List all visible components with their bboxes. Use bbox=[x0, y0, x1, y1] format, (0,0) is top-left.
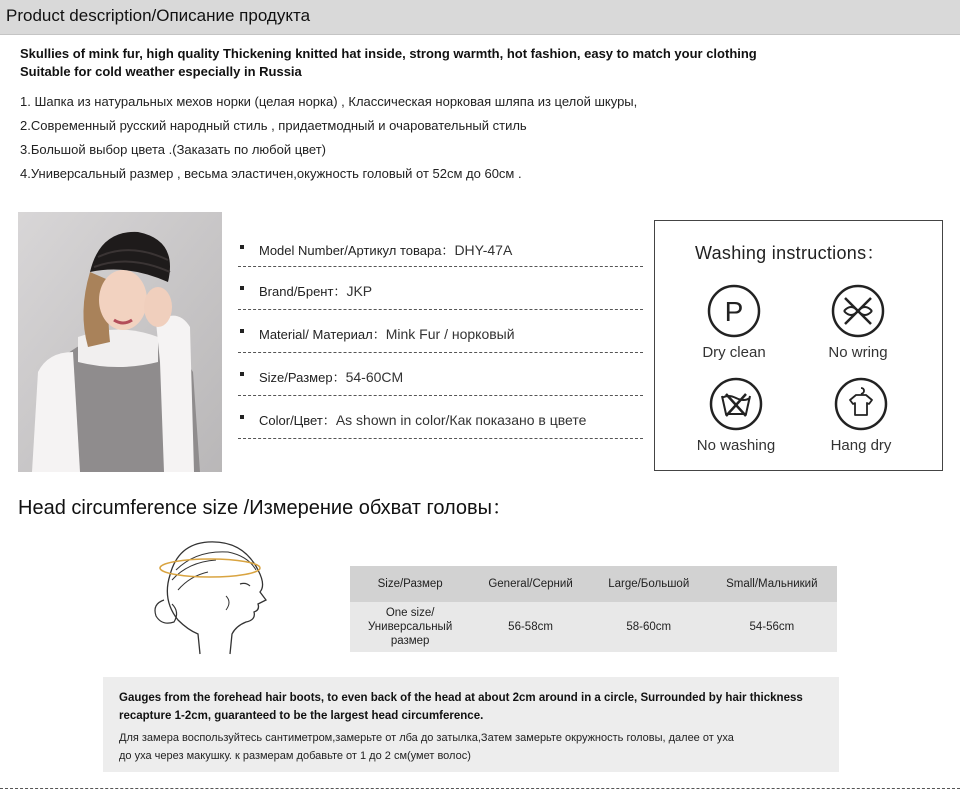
spec-row-material bbox=[238, 310, 643, 353]
size-cell-line: Универсальный bbox=[368, 621, 453, 633]
spec-label-text: Material/ Материал： bbox=[259, 327, 386, 342]
feature-item: 1. Шапка из натуральных мехов норки (целая норка) , Классическая норковая шляпа из целой шкуры, bbox=[20, 94, 638, 109]
size-table-header: Size/Размер bbox=[350, 566, 470, 602]
feature-list bbox=[20, 90, 920, 186]
spec-value: JKP bbox=[346, 283, 373, 299]
wash-caption: Dry clean bbox=[702, 344, 766, 361]
size-cell-line: размер bbox=[390, 635, 430, 647]
model-photo-illustration bbox=[18, 212, 222, 472]
size-cell-line: One size/ bbox=[385, 607, 435, 619]
svg-text:P: P bbox=[724, 296, 744, 327]
table-row bbox=[350, 602, 837, 652]
size-table bbox=[350, 566, 837, 652]
dry-clean-p-icon bbox=[706, 283, 762, 339]
size-table-header: Small/Мальникий bbox=[707, 566, 837, 602]
product-photo bbox=[18, 212, 222, 472]
feature-item: 3.Большой выбор цвета .(Заказать по любой цвет) bbox=[20, 142, 327, 157]
no-washing-icon bbox=[708, 376, 764, 432]
spec-label bbox=[259, 324, 515, 343]
spec-label-text: Model Number/Артикул товара： bbox=[259, 243, 455, 258]
bullet-icon bbox=[240, 329, 244, 333]
size-table-header: General/Серний bbox=[470, 566, 591, 602]
divider bbox=[0, 788, 960, 789]
note-en-line: recapture 1-2cm, guaranteed to be the largest head circumference. bbox=[119, 710, 484, 722]
head-sketch-illustration bbox=[148, 530, 278, 658]
spec-label bbox=[259, 410, 586, 429]
size-table-header-row bbox=[350, 566, 837, 602]
head-measure-icon bbox=[148, 530, 278, 658]
small-cell: 54-56cm bbox=[707, 602, 837, 652]
wash-caption: No washing bbox=[696, 437, 776, 454]
spec-row-color bbox=[238, 396, 643, 439]
hang-dry-icon bbox=[833, 376, 889, 432]
size-table-header: Large/Большой bbox=[591, 566, 707, 602]
spec-label bbox=[259, 367, 403, 386]
size-section-title: Head circumference size /Измерение обхват головы： bbox=[18, 497, 513, 519]
spec-label-text: Size/Размер： bbox=[259, 370, 346, 385]
spec-label bbox=[259, 281, 372, 300]
spec-value: Mink Fur / норковый bbox=[385, 326, 515, 342]
section-title: Product description/Описание продукта bbox=[6, 6, 311, 25]
spec-label bbox=[259, 240, 512, 259]
size-cell bbox=[350, 602, 470, 652]
bullet-icon bbox=[240, 286, 244, 290]
bullet-icon bbox=[240, 245, 244, 249]
no-wring-icon bbox=[830, 283, 886, 339]
spec-label-text: Color/Цвет： bbox=[259, 413, 336, 428]
wash-caption: No wring bbox=[828, 344, 888, 361]
spec-label-text: Brand/Брент： bbox=[259, 284, 347, 299]
measurement-note bbox=[103, 677, 839, 772]
note-ru-line: Для замера воспользуйтесь сантиметром,замерьте от лба до затылка,Затем замерьте окружность головы, далее от уха bbox=[119, 732, 734, 744]
spec-value: DHY-47A bbox=[454, 242, 513, 258]
feature-item: 2.Современный русский народный стиль , придаетмодный и очаровательный стиль bbox=[20, 118, 527, 133]
intro-line: Skullies of mink fur, high quality Thickening knitted hat inside, strong warmth, hot fashion, easy to match your clothing bbox=[20, 46, 757, 61]
note-en-line: Gauges from the forehead hair boots, to even back of the head at about 2cm around in a circle, Surrounded by hair thickness bbox=[119, 692, 803, 704]
intro-text bbox=[20, 45, 920, 81]
spec-row-model bbox=[238, 226, 643, 267]
wash-caption: Hang dry bbox=[830, 437, 892, 454]
feature-item: 4.Универсальный размер , весьма эластичен,окужность головый от 52см до 60см . bbox=[20, 166, 522, 181]
spec-row-brand bbox=[238, 267, 643, 310]
spec-list bbox=[238, 226, 643, 439]
bullet-icon bbox=[240, 372, 244, 376]
bullet-icon bbox=[240, 415, 244, 419]
intro-line: Suitable for cold weather especially in Russia bbox=[20, 64, 302, 79]
spec-row-size bbox=[238, 353, 643, 396]
large-cell: 58-60cm bbox=[591, 602, 707, 652]
header-bar bbox=[0, 0, 960, 35]
wash-item-dry-clean bbox=[674, 283, 794, 361]
washing-title: Washing instructions： bbox=[695, 243, 885, 263]
washing-instructions-box bbox=[654, 220, 943, 471]
general-cell: 56-58cm bbox=[470, 602, 591, 652]
spec-value: As shown in color/Как показано в цвете bbox=[335, 412, 587, 428]
wash-item-hang-dry bbox=[801, 376, 921, 454]
wash-item-no-wring bbox=[798, 283, 918, 361]
wash-item-no-washing bbox=[676, 376, 796, 454]
spec-value: 54-60CM bbox=[345, 369, 404, 385]
note-ru-line: до уха через макушку. к размерам добавьте от 1 до 2 см(умет волос) bbox=[119, 750, 471, 762]
